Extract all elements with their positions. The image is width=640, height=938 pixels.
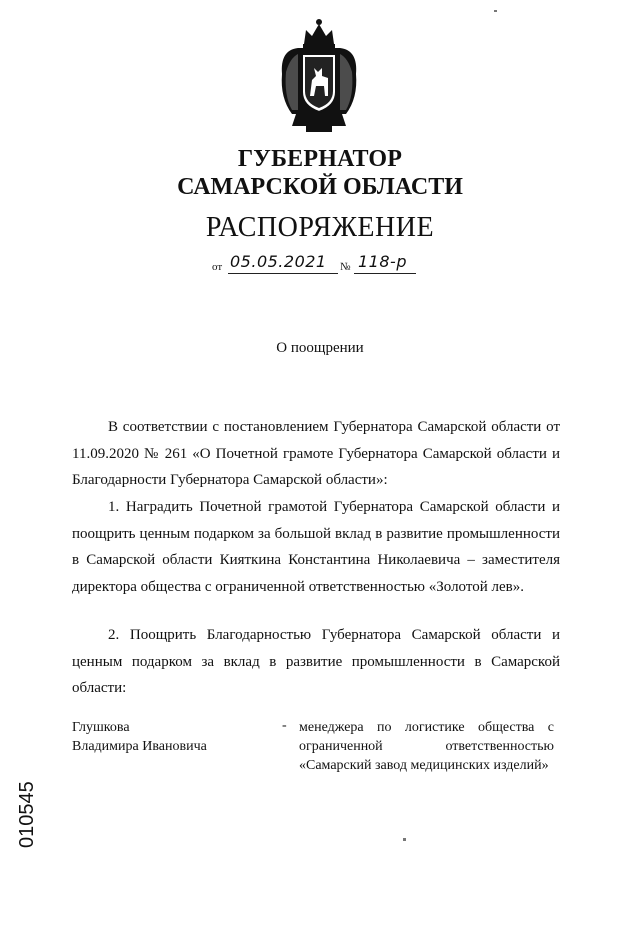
- recipient-dash: -: [282, 718, 287, 733]
- number-underline: [354, 273, 416, 274]
- preamble-paragraph: [72, 414, 560, 494]
- document-subject: О поощрении: [276, 340, 364, 356]
- scan-speck: [403, 838, 406, 841]
- item-1-text: 1. Наградить Почетной грамотой Губернатора Самарской области и поощрить ценным подарком за большой вклад в развитие промышленности в Самарской области Кияткина Константина Николаевича – заместителя директора общества с ограниченной ответственностью «Золотой лев».: [72, 499, 560, 595]
- item-1-paragraph: [72, 494, 560, 600]
- serial-number-container: [16, 781, 42, 938]
- document-type: РАСПОРЯЖЕНИЕ: [205, 212, 435, 243]
- serial-number: 010545: [16, 781, 38, 848]
- recipient-given-names: Владимира Ивановича: [72, 739, 207, 754]
- preamble-text: В соответствии с постановлением Губернатора Самарской области от 11.09.2020 № 261 «О Почетной грамоте Губернатора Самарской области и Благодарности Губернатора Самарской области»:: [72, 419, 560, 489]
- recipient-position: менеджера по логистике общества с ограниченной ответственностью «Самарский завод медицинских изделий»: [299, 720, 554, 773]
- from-label: от: [212, 261, 223, 273]
- scan-speck: [494, 10, 497, 12]
- issuer-title: ГУБЕРНАТОР: [237, 146, 403, 172]
- handwritten-date: 05.05.2021: [230, 252, 327, 271]
- coat-of-arms-emblem: [276, 14, 362, 134]
- issuer-region: САМАРСКОЙ ОБЛАСТИ: [177, 174, 463, 200]
- date-underline: [228, 273, 338, 274]
- item-2-text: 2. Поощрить Благодарностью Губернатора Самарской области и ценным подарком за вклад в развитие промышленности в Самарской области:: [72, 627, 560, 697]
- recipient-name: [72, 718, 207, 756]
- item-2-paragraph: [72, 622, 560, 702]
- number-label: №: [340, 261, 351, 273]
- recipient-surname: Глушкова: [72, 720, 130, 735]
- handwritten-number: 118-р: [358, 252, 407, 271]
